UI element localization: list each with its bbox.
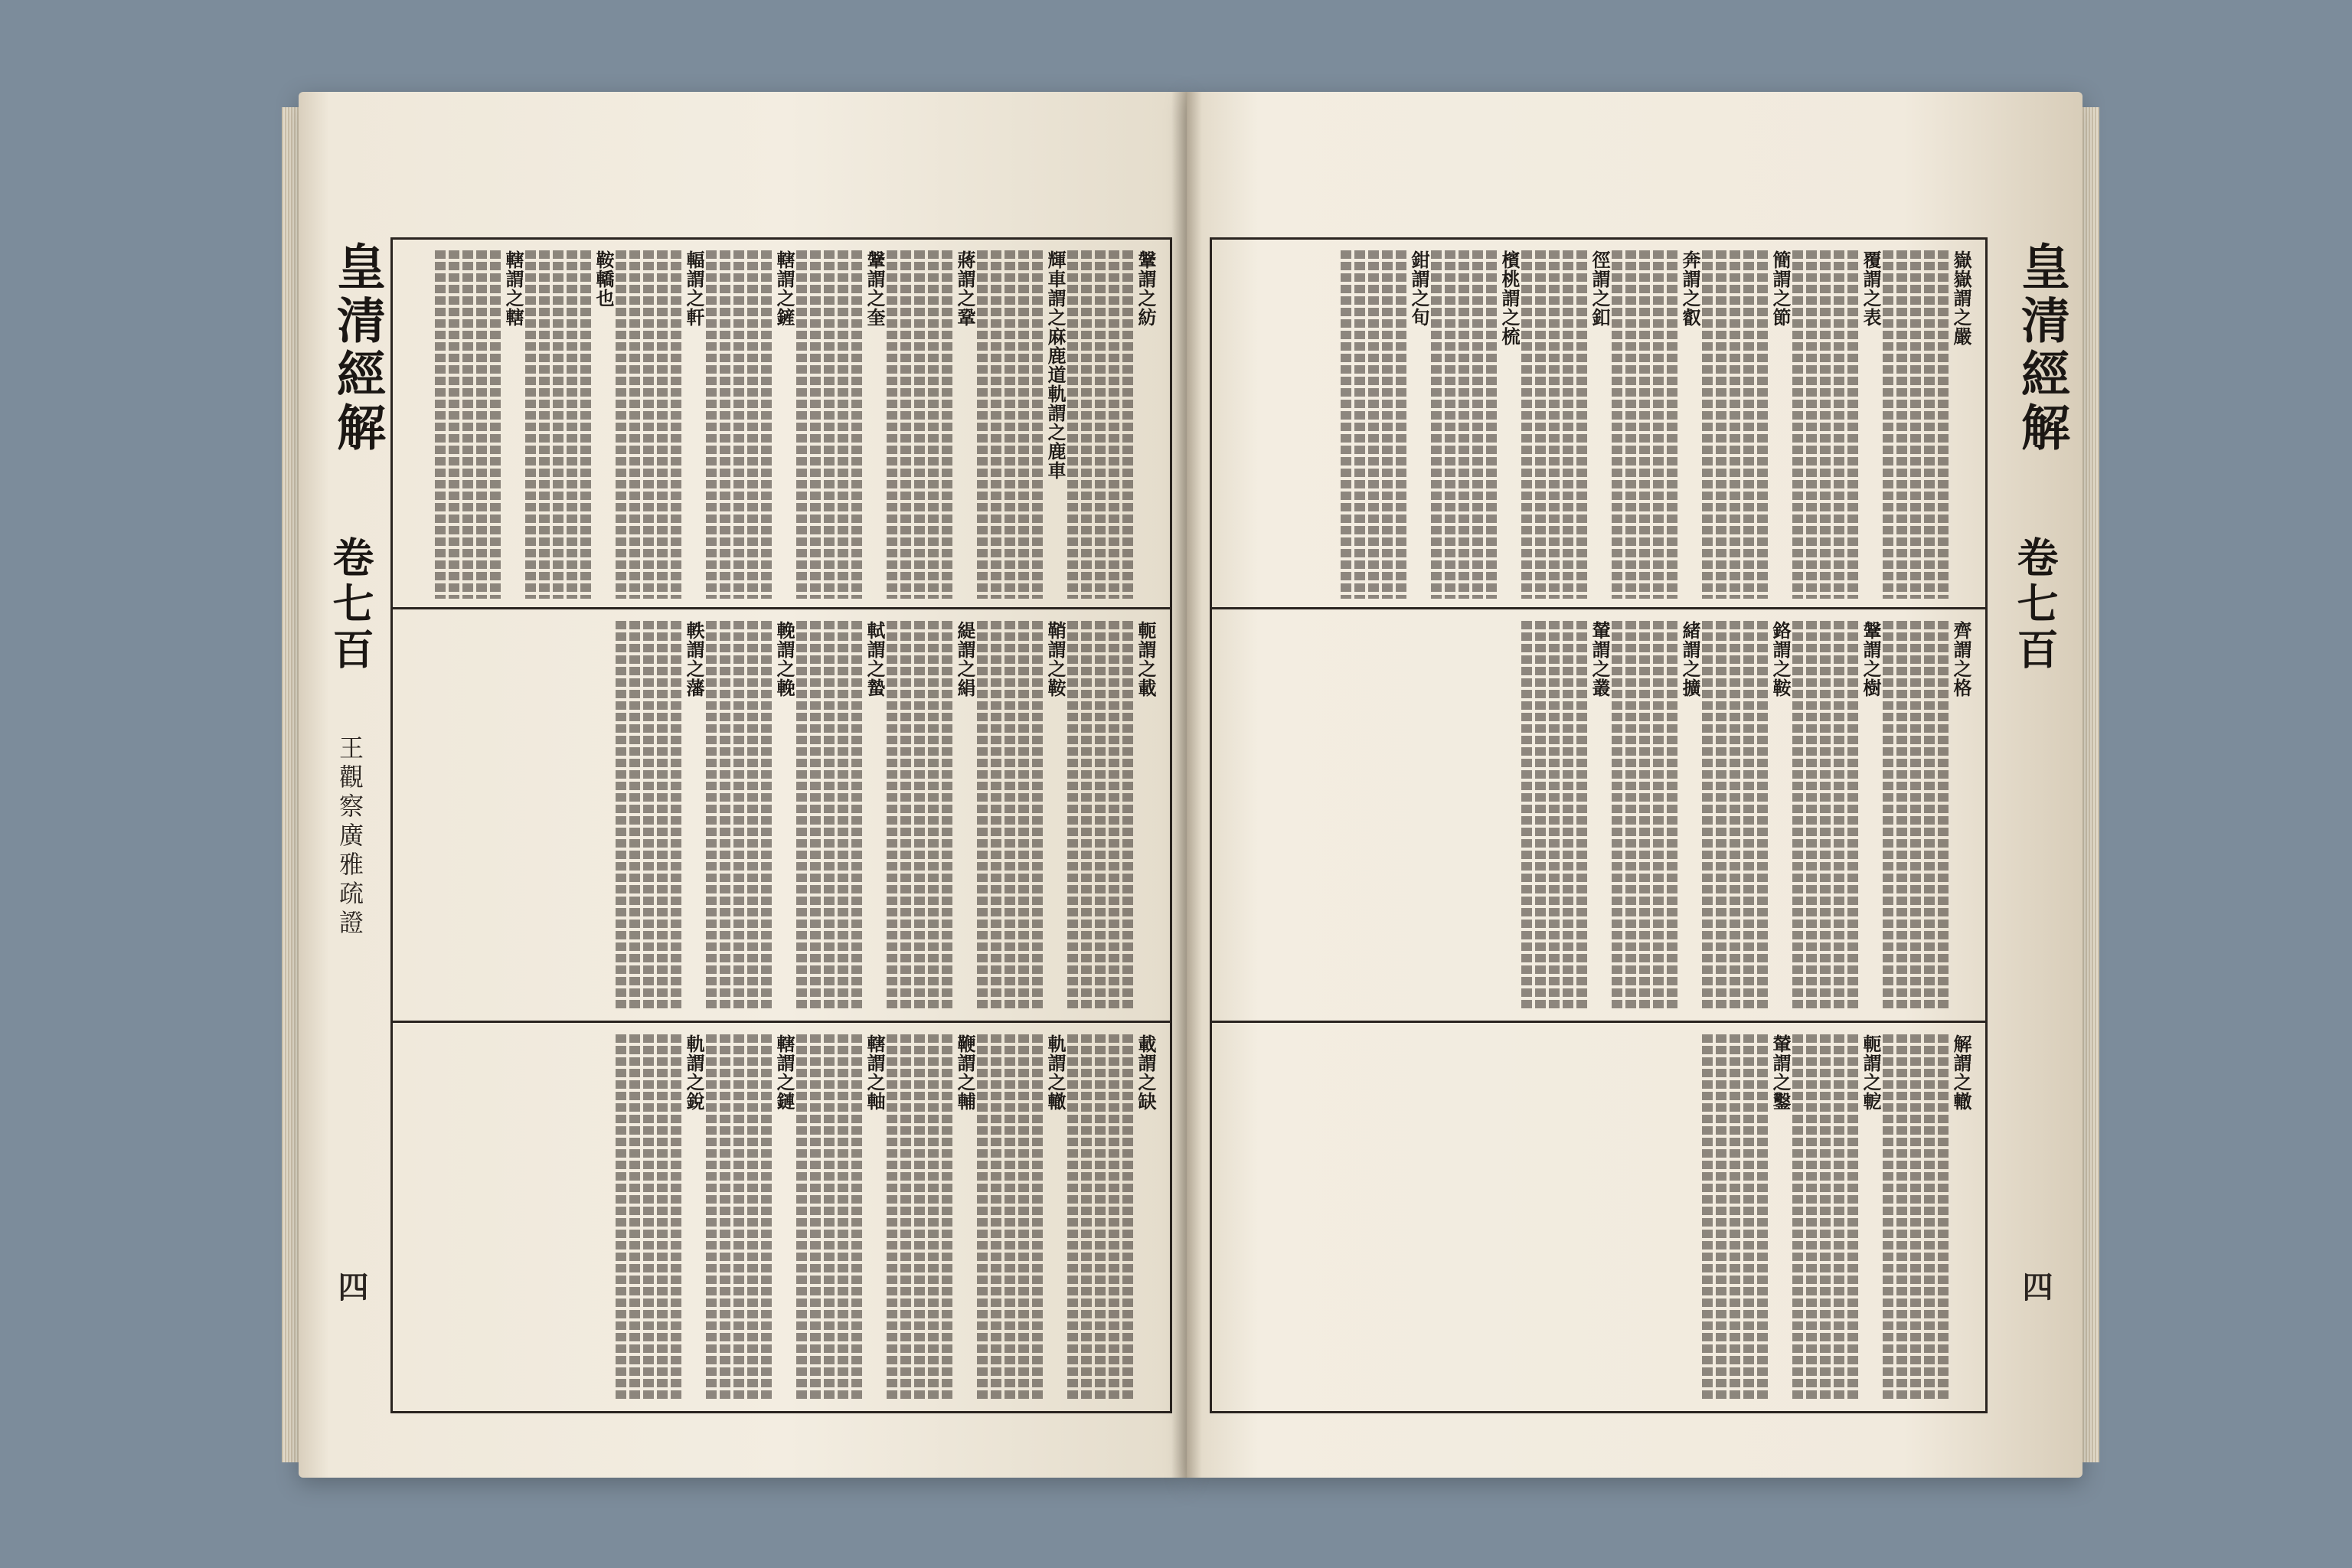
body-text-column bbox=[1535, 621, 1546, 1011]
body-text-column bbox=[942, 621, 952, 1011]
headword-column: 緒謂之擴 bbox=[1679, 621, 1701, 697]
body-text-column bbox=[1910, 1034, 1921, 1402]
headword-column: 緹謂之絹 bbox=[954, 621, 976, 697]
left-page bbox=[299, 92, 1187, 1478]
body-text-column bbox=[1109, 250, 1119, 599]
right-middle-band bbox=[1227, 621, 1970, 1011]
headword-column: 奔謂之叡 bbox=[1679, 250, 1701, 327]
body-text-column bbox=[928, 250, 939, 599]
body-text-column bbox=[942, 1034, 952, 1402]
headword-column: 解謂之轍 bbox=[1950, 1034, 1972, 1111]
body-text-column bbox=[643, 621, 654, 1011]
body-text-column bbox=[1896, 621, 1907, 1011]
headword-column: 軌謂之銳 bbox=[683, 1034, 705, 1111]
author-line: 王觀察廣雅疏證 bbox=[335, 735, 364, 939]
body-text-column bbox=[796, 1034, 807, 1402]
headword-column: 載謂之缺 bbox=[1135, 1034, 1157, 1111]
body-text-column bbox=[747, 250, 758, 599]
body-text-column bbox=[914, 621, 925, 1011]
body-text-column bbox=[851, 621, 862, 1011]
right-text-frame bbox=[1210, 237, 1988, 1413]
body-text-column bbox=[1847, 621, 1858, 1011]
body-text-column bbox=[1924, 621, 1935, 1011]
headword-column: 鞶謂之紡 bbox=[1135, 250, 1157, 327]
body-text-column bbox=[1549, 250, 1560, 599]
body-text-column bbox=[1109, 1034, 1119, 1402]
headword-column: 輓謂之輓 bbox=[773, 621, 795, 697]
body-text-column bbox=[1653, 621, 1664, 1011]
page-number: 四 bbox=[2017, 1271, 2053, 1302]
headword-column: 齊謂之格 bbox=[1950, 621, 1972, 697]
body-text-column bbox=[1730, 1034, 1740, 1402]
body-text-column bbox=[1368, 250, 1379, 599]
headword-column: 覆謂之表 bbox=[1860, 250, 1882, 327]
body-text-column bbox=[851, 1034, 862, 1402]
body-text-column bbox=[1820, 250, 1831, 599]
headword-column: 鞶謂之奎 bbox=[864, 250, 886, 327]
body-text-column bbox=[810, 250, 821, 599]
headword-column: 軼謂之藩 bbox=[683, 621, 705, 697]
body-text-column bbox=[1667, 250, 1677, 599]
body-text-column bbox=[490, 250, 501, 599]
body-text-column bbox=[462, 250, 473, 599]
body-text-column bbox=[991, 250, 1001, 599]
body-text-column bbox=[567, 250, 577, 599]
body-text-column bbox=[747, 621, 758, 1011]
body-text-column bbox=[1896, 250, 1907, 599]
body-text-column bbox=[1938, 250, 1949, 599]
band-divider bbox=[1212, 1021, 1985, 1023]
body-text-column bbox=[1095, 250, 1106, 599]
body-text-column bbox=[900, 250, 911, 599]
body-text-column bbox=[1639, 250, 1650, 599]
body-text-column bbox=[851, 250, 862, 599]
headword-column: 軾謂之蟄 bbox=[864, 621, 886, 697]
body-text-column bbox=[1792, 621, 1803, 1011]
headword-column: 輻謂之軒 bbox=[683, 250, 705, 327]
body-text-column bbox=[1757, 250, 1768, 599]
body-text-column bbox=[1109, 621, 1119, 1011]
right-top-band bbox=[1227, 250, 1970, 599]
body-text-column bbox=[706, 1034, 717, 1402]
body-text-column bbox=[1067, 621, 1078, 1011]
body-text-column bbox=[1563, 250, 1573, 599]
margin-volume: 卷七百 bbox=[326, 536, 375, 674]
headword-column: 輝車謂之麻鹿道軌謂之鹿車 bbox=[1044, 250, 1067, 480]
body-text-column bbox=[991, 1034, 1001, 1402]
body-text-column bbox=[616, 621, 626, 1011]
body-text-column bbox=[1757, 1034, 1768, 1402]
body-text-column bbox=[942, 250, 952, 599]
open-book bbox=[299, 92, 2082, 1478]
body-text-column bbox=[1743, 621, 1754, 1011]
body-text-column bbox=[1521, 250, 1532, 599]
band-divider bbox=[393, 1021, 1170, 1023]
body-text-column bbox=[616, 250, 626, 599]
body-text-column bbox=[1472, 250, 1483, 599]
body-text-column bbox=[977, 250, 988, 599]
body-text-column bbox=[733, 621, 744, 1011]
body-text-column bbox=[1820, 1034, 1831, 1402]
body-text-column bbox=[761, 621, 772, 1011]
margin-title: 皇清經解 bbox=[2013, 241, 2070, 456]
body-text-column bbox=[1883, 250, 1893, 599]
body-text-column bbox=[761, 250, 772, 599]
body-text-column bbox=[1122, 250, 1133, 599]
body-text-column bbox=[629, 621, 640, 1011]
body-text-column bbox=[810, 1034, 821, 1402]
headword-column: 轄謂之鏟 bbox=[773, 250, 795, 327]
body-text-column bbox=[1576, 250, 1587, 599]
right-page bbox=[1187, 92, 2082, 1478]
body-text-column bbox=[838, 250, 848, 599]
body-text-column bbox=[1396, 250, 1406, 599]
body-text-column bbox=[1924, 250, 1935, 599]
margin-title: 皇清經解 bbox=[328, 241, 386, 456]
body-text-column bbox=[1806, 1034, 1817, 1402]
headword-column: 轄謂之軸 bbox=[864, 1034, 886, 1111]
body-text-column bbox=[1938, 1034, 1949, 1402]
left-top-band bbox=[408, 250, 1155, 599]
body-text-column bbox=[1716, 621, 1726, 1011]
body-text-column bbox=[796, 621, 807, 1011]
right-bottom-band bbox=[1227, 1034, 1970, 1402]
body-text-column bbox=[1792, 1034, 1803, 1402]
body-text-column bbox=[706, 250, 717, 599]
headword-column: 徑謂之釦 bbox=[1589, 250, 1611, 327]
body-text-column bbox=[1743, 250, 1754, 599]
body-text-column bbox=[1067, 250, 1078, 599]
body-text-column bbox=[1924, 1034, 1935, 1402]
body-text-column bbox=[1702, 621, 1713, 1011]
body-text-column bbox=[1032, 250, 1043, 599]
body-text-column bbox=[1834, 250, 1844, 599]
body-text-column bbox=[1445, 250, 1455, 599]
body-text-column bbox=[914, 250, 925, 599]
body-text-column bbox=[838, 621, 848, 1011]
body-text-column bbox=[1716, 250, 1726, 599]
body-text-column bbox=[1743, 1034, 1754, 1402]
body-text-column bbox=[1382, 250, 1393, 599]
body-text-column bbox=[553, 250, 564, 599]
headword-column: 轄謂之轄 bbox=[502, 250, 524, 327]
headword-column: 蔣謂之鞏 bbox=[954, 250, 976, 327]
body-text-column bbox=[747, 1034, 758, 1402]
headword-column: 鉗謂之旬 bbox=[1408, 250, 1430, 327]
body-text-column bbox=[671, 1034, 681, 1402]
body-text-column bbox=[824, 250, 835, 599]
body-text-column bbox=[1612, 250, 1622, 599]
body-text-column bbox=[1834, 621, 1844, 1011]
body-text-column bbox=[720, 1034, 730, 1402]
body-text-column bbox=[914, 1034, 925, 1402]
body-text-column bbox=[720, 250, 730, 599]
headword-column: 鞶謂之樹 bbox=[1860, 621, 1882, 697]
body-text-column bbox=[706, 621, 717, 1011]
headword-column: 鞘謂之鞍 bbox=[1044, 621, 1067, 697]
band-divider bbox=[1212, 607, 1985, 609]
left-middle-band bbox=[408, 621, 1155, 1011]
body-text-column bbox=[1354, 250, 1365, 599]
body-text-column bbox=[539, 250, 550, 599]
body-text-column bbox=[1521, 621, 1532, 1011]
body-text-column bbox=[928, 621, 939, 1011]
body-text-column bbox=[1004, 1034, 1015, 1402]
body-text-column bbox=[657, 1034, 668, 1402]
body-text-column bbox=[900, 1034, 911, 1402]
book-gutter bbox=[1171, 92, 1202, 1478]
body-text-column bbox=[796, 250, 807, 599]
body-text-column bbox=[629, 1034, 640, 1402]
margin-volume: 卷七百 bbox=[2011, 536, 2060, 674]
headword-column: 鞍轎也 bbox=[593, 250, 615, 308]
body-text-column bbox=[887, 250, 897, 599]
body-text-column bbox=[435, 250, 446, 599]
body-text-column bbox=[1847, 250, 1858, 599]
body-text-column bbox=[1834, 1034, 1844, 1402]
body-text-column bbox=[1576, 621, 1587, 1011]
body-text-column bbox=[1341, 250, 1351, 599]
body-text-column bbox=[643, 250, 654, 599]
body-text-column bbox=[629, 250, 640, 599]
headword-column: 輦謂之叢 bbox=[1589, 621, 1611, 697]
body-text-column bbox=[671, 250, 681, 599]
body-text-column bbox=[1018, 1034, 1029, 1402]
headword-column: 軌謂之轍 bbox=[1044, 1034, 1067, 1111]
body-text-column bbox=[838, 1034, 848, 1402]
body-text-column bbox=[1806, 250, 1817, 599]
body-text-column bbox=[1910, 250, 1921, 599]
body-text-column bbox=[580, 250, 591, 599]
body-text-column bbox=[1757, 621, 1768, 1011]
body-text-column bbox=[1938, 621, 1949, 1011]
body-text-column bbox=[1730, 621, 1740, 1011]
body-text-column bbox=[810, 621, 821, 1011]
body-text-column bbox=[525, 250, 536, 599]
body-text-column bbox=[1095, 621, 1106, 1011]
body-text-column bbox=[991, 621, 1001, 1011]
body-text-column bbox=[1081, 250, 1092, 599]
body-text-column bbox=[1730, 250, 1740, 599]
body-text-column bbox=[1032, 1034, 1043, 1402]
body-text-column bbox=[1667, 621, 1677, 1011]
body-text-column bbox=[1459, 250, 1469, 599]
body-text-column bbox=[1910, 621, 1921, 1011]
body-text-column bbox=[1847, 1034, 1858, 1402]
body-text-column bbox=[1018, 621, 1029, 1011]
body-text-column bbox=[1122, 621, 1133, 1011]
page-number: 四 bbox=[333, 1271, 369, 1302]
headword-column: 軛謂之載 bbox=[1135, 621, 1157, 697]
body-text-column bbox=[1535, 250, 1546, 599]
body-text-column bbox=[671, 621, 681, 1011]
body-text-column bbox=[1883, 621, 1893, 1011]
body-text-column bbox=[733, 1034, 744, 1402]
headword-column: 嶽嶽謂之嚴 bbox=[1950, 250, 1972, 346]
body-text-column bbox=[900, 621, 911, 1011]
body-text-column bbox=[1081, 1034, 1092, 1402]
body-text-column bbox=[1806, 621, 1817, 1011]
body-text-column bbox=[643, 1034, 654, 1402]
left-text-frame bbox=[390, 237, 1172, 1413]
body-text-column bbox=[1095, 1034, 1106, 1402]
headword-column: 檳桃謂之梳 bbox=[1498, 250, 1521, 346]
body-text-column bbox=[1431, 250, 1442, 599]
body-text-column bbox=[1032, 621, 1043, 1011]
body-text-column bbox=[1004, 250, 1015, 599]
body-text-column bbox=[1702, 250, 1713, 599]
body-text-column bbox=[761, 1034, 772, 1402]
body-text-column bbox=[1716, 1034, 1726, 1402]
body-text-column bbox=[1486, 250, 1497, 599]
headword-column: 輦謂之鑿 bbox=[1769, 1034, 1792, 1111]
body-text-column bbox=[1067, 1034, 1078, 1402]
body-text-column bbox=[1004, 621, 1015, 1011]
headword-column: 轄謂之鏈 bbox=[773, 1034, 795, 1111]
body-text-column bbox=[476, 250, 487, 599]
body-text-column bbox=[887, 1034, 897, 1402]
body-text-column bbox=[1702, 1034, 1713, 1402]
body-text-column bbox=[1081, 621, 1092, 1011]
body-text-column bbox=[1896, 1034, 1907, 1402]
body-text-column bbox=[657, 621, 668, 1011]
body-text-column bbox=[1639, 621, 1650, 1011]
body-text-column bbox=[1792, 250, 1803, 599]
body-text-column bbox=[977, 1034, 988, 1402]
body-text-column bbox=[1612, 621, 1622, 1011]
body-text-column bbox=[887, 621, 897, 1011]
body-text-column bbox=[720, 621, 730, 1011]
body-text-column bbox=[1563, 621, 1573, 1011]
body-text-column bbox=[1820, 621, 1831, 1011]
headword-column: 簡謂之節 bbox=[1769, 250, 1792, 327]
body-text-column bbox=[1653, 250, 1664, 599]
body-text-column bbox=[824, 621, 835, 1011]
body-text-column bbox=[733, 250, 744, 599]
headword-column: 鞭謂之輔 bbox=[954, 1034, 976, 1111]
left-bottom-band bbox=[408, 1034, 1155, 1402]
body-text-column bbox=[1625, 621, 1636, 1011]
body-text-column bbox=[1883, 1034, 1893, 1402]
body-text-column bbox=[1018, 250, 1029, 599]
body-text-column bbox=[977, 621, 988, 1011]
body-text-column bbox=[657, 250, 668, 599]
headword-column: 軛謂之軶 bbox=[1860, 1034, 1882, 1111]
band-divider bbox=[393, 607, 1170, 609]
body-text-column bbox=[824, 1034, 835, 1402]
body-text-column bbox=[1122, 1034, 1133, 1402]
body-text-column bbox=[616, 1034, 626, 1402]
body-text-column bbox=[449, 250, 459, 599]
body-text-column bbox=[928, 1034, 939, 1402]
body-text-column bbox=[1625, 250, 1636, 599]
headword-column: 鉻謂之鞍 bbox=[1769, 621, 1792, 697]
body-text-column bbox=[1549, 621, 1560, 1011]
